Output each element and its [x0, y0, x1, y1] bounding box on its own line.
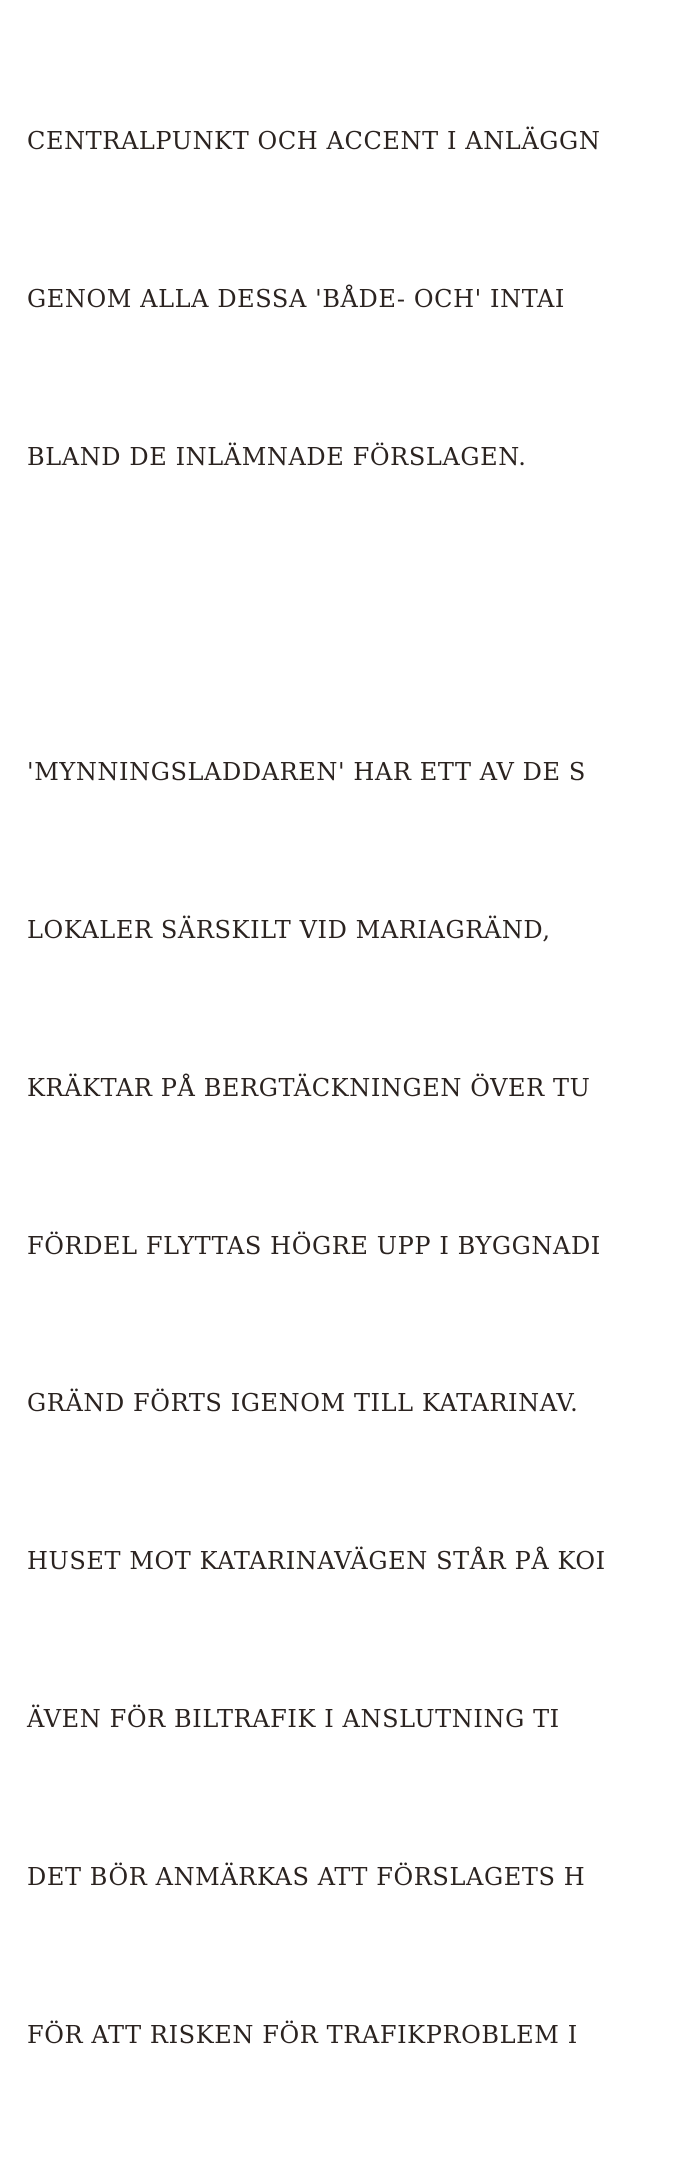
- text-line-9: GRÄND FÖRTS IGENOM TILL KATARINAV.: [27, 1389, 579, 1418]
- text-line-11: ÄVEN FÖR BILTRAFIK I ANSLUTNING TI: [27, 1705, 560, 1733]
- text-line-5: 'MYNNINGSLADDAREN' HAR ETT AV DE S: [27, 758, 586, 787]
- text-line-10: HUSET MOT KATARINAVÄGEN STÅR PÅ KOI: [27, 1547, 606, 1576]
- text-line-1: CENTRALPUNKT OCH ACCENT I ANLÄGGN: [27, 127, 601, 156]
- text-line-13: FÖR ATT RISKEN FÖR TRAFIKPROBLEM I: [27, 2020, 578, 2049]
- text-line-12: DET BÖR ANMÄRKAS ATT FÖRSLAGETS H: [27, 1862, 586, 1891]
- text-line-2: GENOM ALLA DESSA 'BÅDE- OCH' INTAI: [27, 284, 566, 313]
- typewritten-text: [27, 10, 692, 2166]
- blank-line: [27, 589, 692, 642]
- text-line-8: FÖRDEL FLYTTAS HÖGRE UPP I BYGGNADI: [27, 1231, 601, 1260]
- text-line-7: KRÄKTAR PÅ BERGTÄCKNINGEN ÖVER TU: [27, 1073, 591, 1102]
- text-line-3: BLAND DE INLÄMNADE FÖRSLAGEN.: [27, 442, 527, 471]
- text-line-6: LOKALER SÄRSKILT VID MARIAGRÄND,: [27, 916, 551, 945]
